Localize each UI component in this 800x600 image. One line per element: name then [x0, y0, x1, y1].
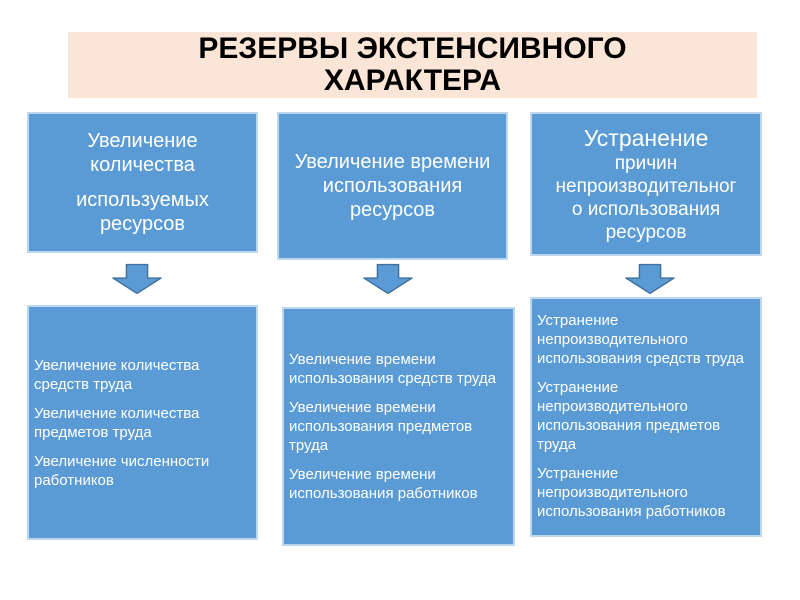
text-line: используемых — [76, 189, 209, 211]
text-line: непроизводительног — [555, 175, 737, 197]
text-line: Увеличение времени — [294, 151, 491, 173]
paragraph — [295, 150, 491, 222]
list-item: Увеличение численности работников — [34, 452, 210, 489]
slide-title-line-2: ХАРАКТЕРА — [323, 64, 502, 97]
box-heading: Устранение — [583, 124, 709, 151]
paragraph — [556, 152, 737, 244]
paragraph — [76, 188, 209, 236]
text-line: причин — [614, 152, 678, 174]
slide-title-line-1: РЕЗЕРВЫ ЭКСТЕНСИВНОГО — [198, 32, 627, 65]
text-line: о использования — [571, 198, 721, 220]
down-arrow-icon — [112, 263, 162, 295]
title-band — [68, 32, 757, 98]
list-item: Увеличение количества предметов труда — [34, 404, 200, 441]
down-arrow-icon — [363, 263, 413, 295]
list-item: Увеличение времени использования средств труда — [289, 351, 496, 387]
list-item: Устранение непроизводительного использования работников — [537, 465, 726, 520]
bottom-box-increase-time-details — [282, 307, 515, 546]
list-item: Устранение непроизводительного использования средств труда — [537, 312, 744, 367]
bottom-box-eliminate-causes-details — [530, 297, 762, 537]
text-line: Увеличение — [87, 130, 198, 152]
top-box-increase-time — [277, 112, 508, 260]
list-item: Увеличение времени использования работников — [289, 466, 478, 502]
list-item: Устранение непроизводительного использования предметов труда — [537, 379, 721, 453]
down-arrow-icon — [625, 263, 675, 295]
top-box-increase-quantity — [27, 112, 258, 253]
text-line: ресурсов — [349, 199, 436, 221]
text-line: ресурсов — [99, 213, 186, 235]
list-item: Увеличение количества средств труда — [34, 356, 200, 393]
bottom-box-increase-quantity-details — [27, 305, 258, 540]
top-box-eliminate-causes — [530, 112, 762, 256]
text-line: ресурсов — [605, 221, 687, 243]
paragraph — [87, 129, 197, 177]
text-line: количества — [90, 154, 195, 176]
list-item: Увеличение времени использования предметов труда — [289, 399, 473, 454]
text-line: использования — [322, 175, 463, 197]
